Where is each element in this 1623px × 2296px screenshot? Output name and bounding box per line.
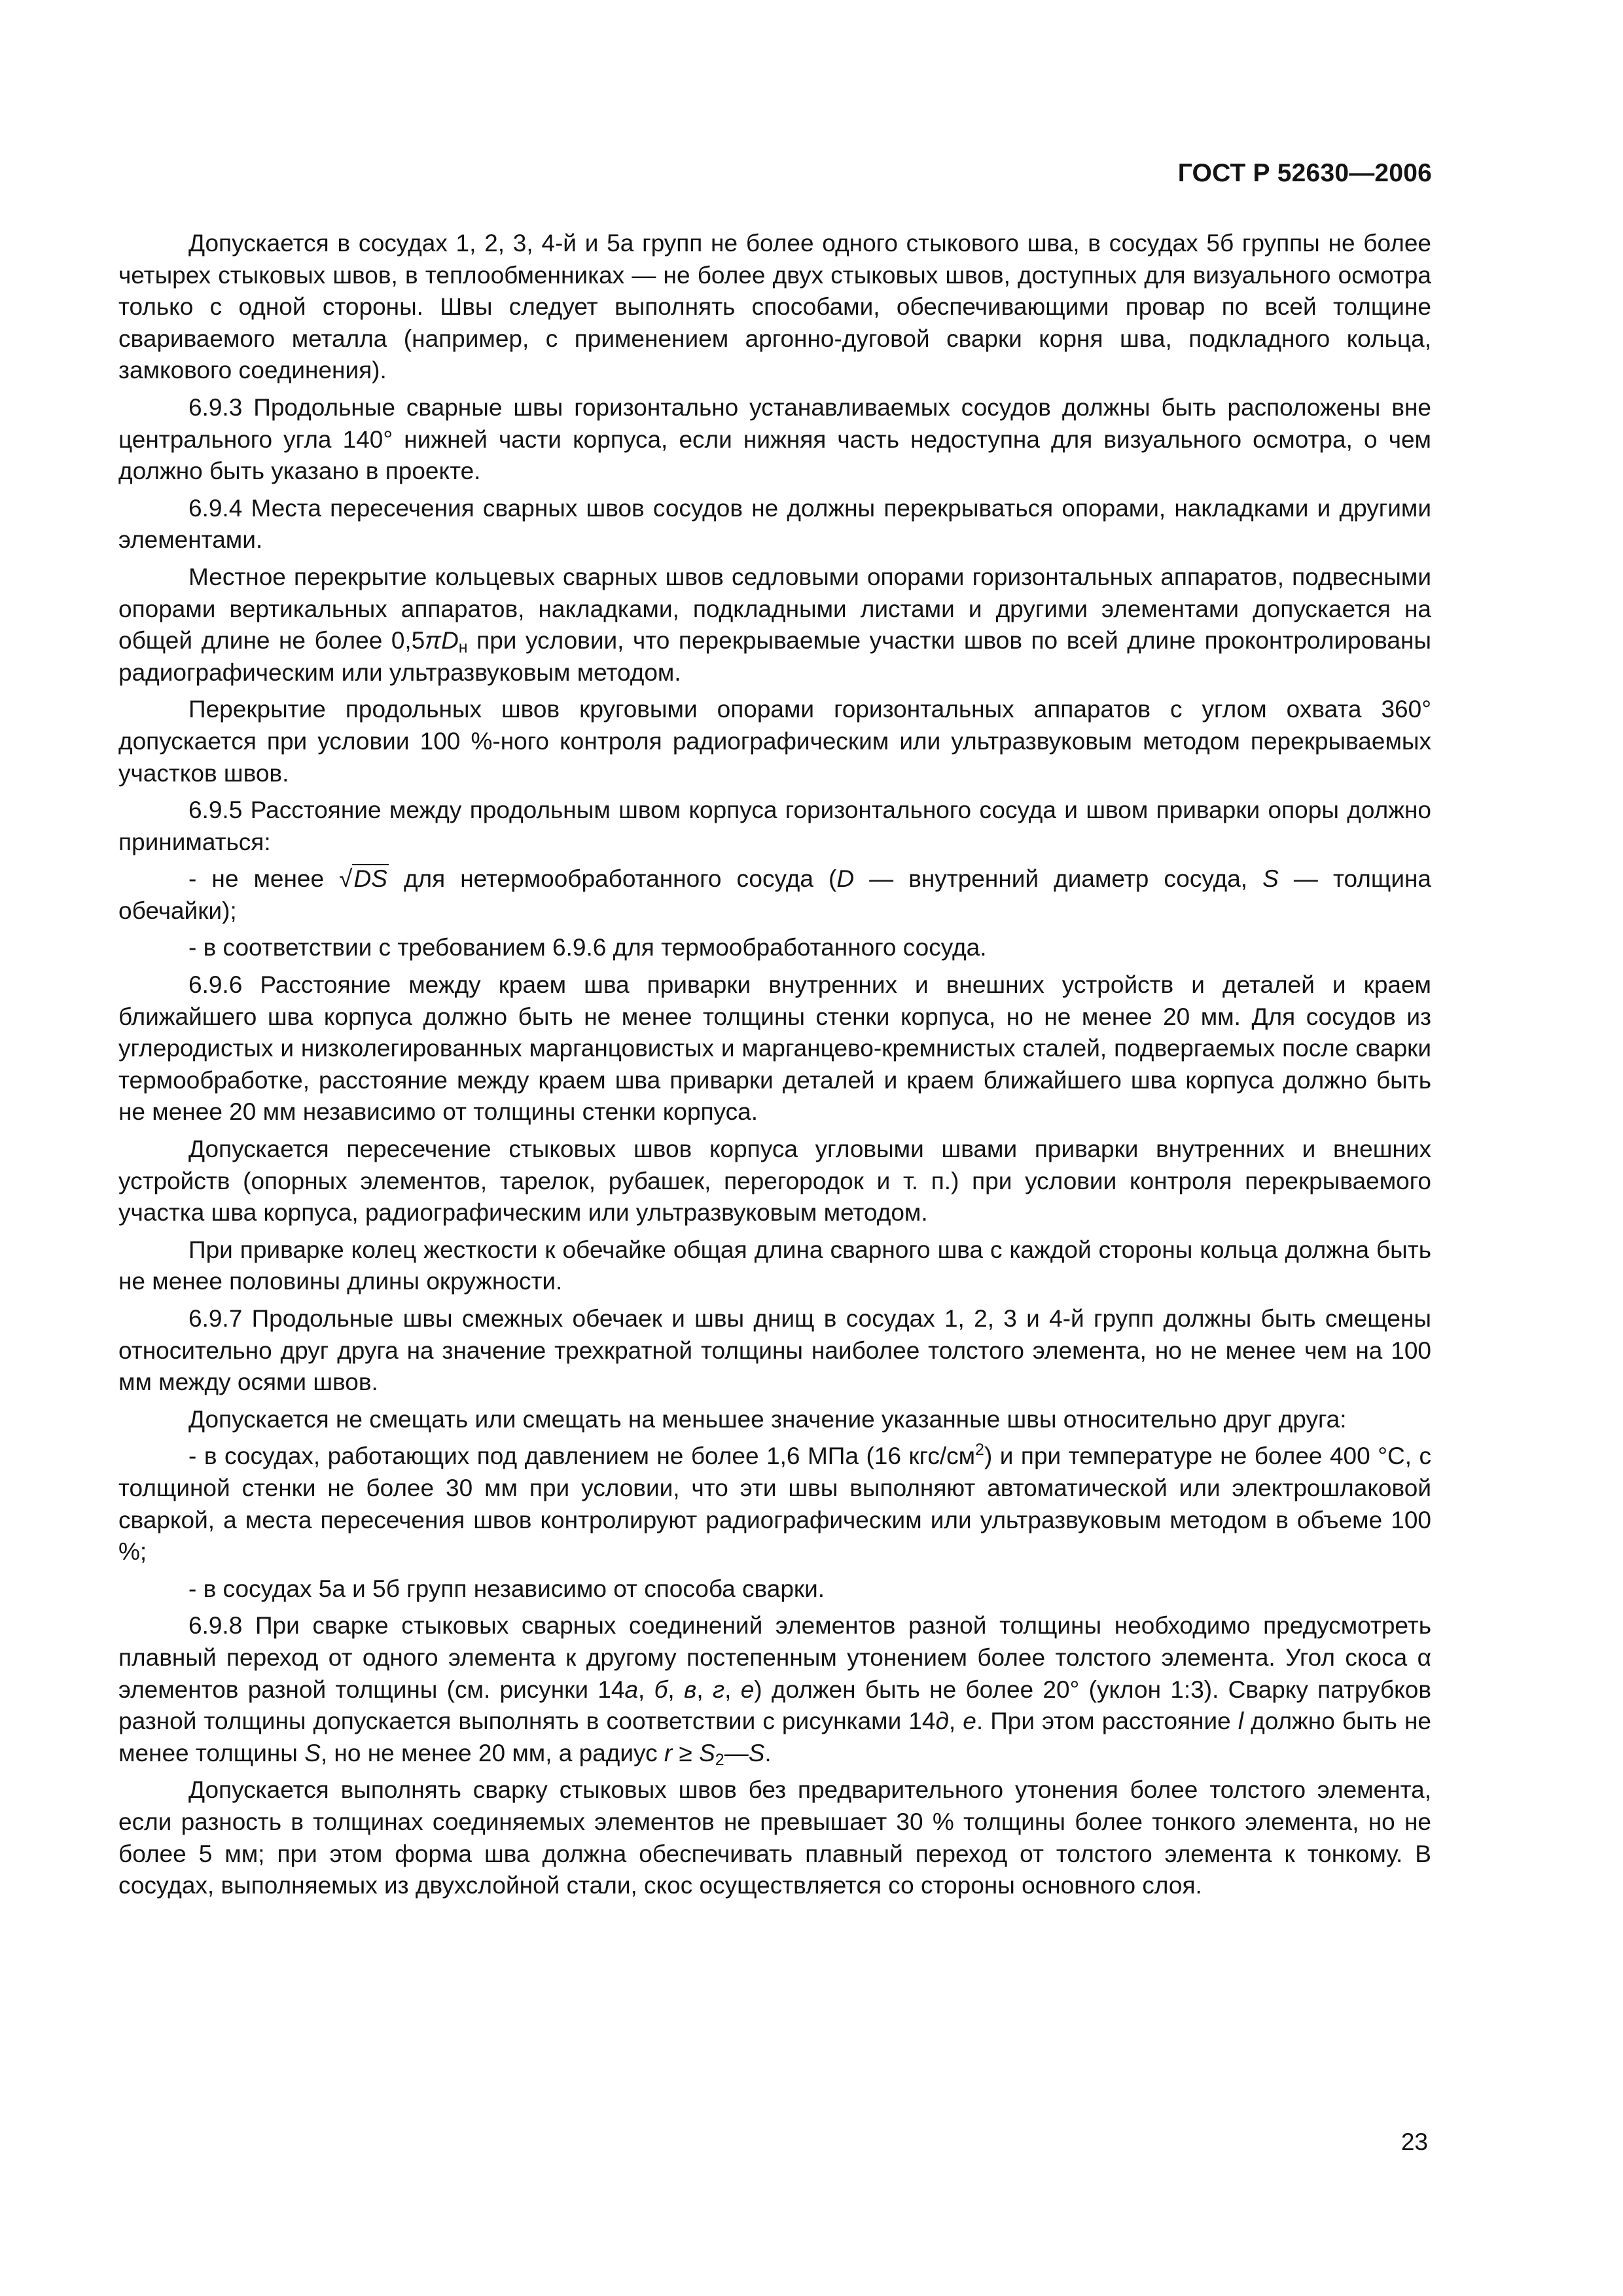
list-item: - в сосудах, работающих под давлением не более 1,6 МПа (16 кгс/$см^2$) и при температуре не более 400 °С, с толщиной стенки не более 30 мм при условии, что эти швы выполняют автоматической или электрошлаковой сваркой, а места пересечения швов контролируют радиографическим или ультразвуковым методом в объеме 100 %; <box>118 1441 1431 1566</box>
clause-6-9-6: 6.9.6 Расстояние между краем шва приварки внутренних и внешних устройств и деталей и краем ближайшего шва корпуса должно быть не менее толщины стенки корпуса, но не менее 20 мм. Для сосудов из углеродистых и низколегированных марганцовистых и марганцево-кремнистых сталей, подвергаемых после сварки термообработке, расстояние между краем шва приварки деталей и краем ближайшего шва корпуса должно быть не менее 20 мм независимо от толщины стенки корпуса. <box>118 971 1431 1126</box>
paragraph: Допускается не смещать или смещать на меньшее значение указанные швы относительно друг друга: <box>188 1405 1347 1433</box>
page-number: 23 <box>1400 2128 1428 2155</box>
paragraph: Перекрытие продольных швов круговыми опорами горизонтальных аппаратов с углом охвата 360° допускается при условии 100 %-ного контроля радиографическим или ультразвуковым методом перекрываемых участков швов. <box>118 696 1431 787</box>
clause-6-9-7: 6.9.7 Продольные швы смежных обечаек и швы днищ в сосудах 1, 2, 3 и 4-й групп должны быть смещены относительно друг друга на значение трехкратной толщины наиболее толстого элемента, но не менее чем на 100 мм между осями швов. <box>118 1305 1431 1396</box>
clause-6-9-4: 6.9.4 Места пересечения сварных швов сосудов не должны перекрываться опорами, накладками и другими элементами. <box>118 494 1431 554</box>
clause-6-9-8: 6.9.8 При сварке стыковых сварных соединений элементов разной толщины необходимо предусмотреть плавный переход от одного элемента к другому постепенным утонением более толстого элемента. Угол скоса α элементов разной толщины (см. рисунки 14а, б, в, г, е) должен быть не более 20° (уклон 1:3). Сварку патрубков разной толщины допускается выполнять в соответствии с рисунками 14д, е. При этом расстояние l должно быть не менее толщины S, но не менее 20 мм, а радиус $r \ge S_2—S$. <box>118 1612 1432 1769</box>
paragraph: При приварке колец жесткости к обечайке общая длина сварного шва с каждой стороны кольца должна быть не менее половины длины окружности. <box>118 1236 1431 1295</box>
square-root-formula: √DS <box>339 865 387 893</box>
list-item: - не менее √DS для нетермообработанного сосуда (D — внутренний диаметр сосуда, S — толщина обечайки); <box>118 865 1431 924</box>
document-body <box>118 228 1431 1902</box>
paragraph: Допускается в сосудах 1, 2, 3, 4-й и 5а групп не более одного стыкового шва, в сосудах 5б группы не более четырех стыковых швов, в теплообменниках — не более двух стыковых швов, доступных для визуального осмотра только с одной стороны. Швы следует выполнять способами, обеспечивающими провар по всей толщине свариваемого металла (например, с применением аргонно-дуговой сварки корня шва, подкладного кольца, замкового соединения). <box>118 230 1431 384</box>
paragraph: Местное перекрытие кольцевых сварных швов седловыми опорами горизонтальных аппаратов, подвесными опорами вертикальных аппаратов, накладками, подкладными листами и другими элементами допускается на общей длине не более $0,5\pi D_н$ при условии, что перекрываемые участки швов по всей длине проконтролированы радиографическим или ультразвуковым методом. <box>118 563 1431 686</box>
paragraph: Допускается выполнять сварку стыковых швов без предварительного утонения более толстого элемента, если разность в толщинах соединяемых элементов не превышает 30 % толщины более тонкого элемента, но не более 5 мм; при этом форма шва должна обеспечивать плавный переход от толстого элемента к тонкому. В сосудах, выполняемых из двухслойной стали, скос осуществляется со стороны основного слоя. <box>118 1776 1431 1899</box>
paragraph: Допускается пересечение стыковых швов корпуса угловыми швами приварки внутренних и внешних устройств (опорных элементов, тарелок, рубашек, перегородок и т. п.) при условии контроля перекрываемого участка шва корпуса, радиографическим или ультразвуковым методом. <box>118 1136 1431 1227</box>
list-item: - в сосудах 5а и 5б групп независимо от способа сварки. <box>188 1575 825 1602</box>
clause-6-9-3: 6.9.3 Продольные сварные швы горизонтально устанавливаемых сосудов должны быть расположены вне центрального угла 140° нижней части корпуса, если нижняя часть недоступна для визуального осмотра, о чем должно быть указано в проекте. <box>118 393 1431 485</box>
list-item: - в соответствии с требованием 6.9.6 для термообработанного сосуда. <box>188 934 987 961</box>
clause-6-9-5: 6.9.5 Расстояние между продольным швом корпуса горизонтального сосуда и швом приварки опоры должно приниматься: <box>118 797 1431 855</box>
standard-designation: ГОСТ Р 52630—2006 <box>1177 159 1432 187</box>
